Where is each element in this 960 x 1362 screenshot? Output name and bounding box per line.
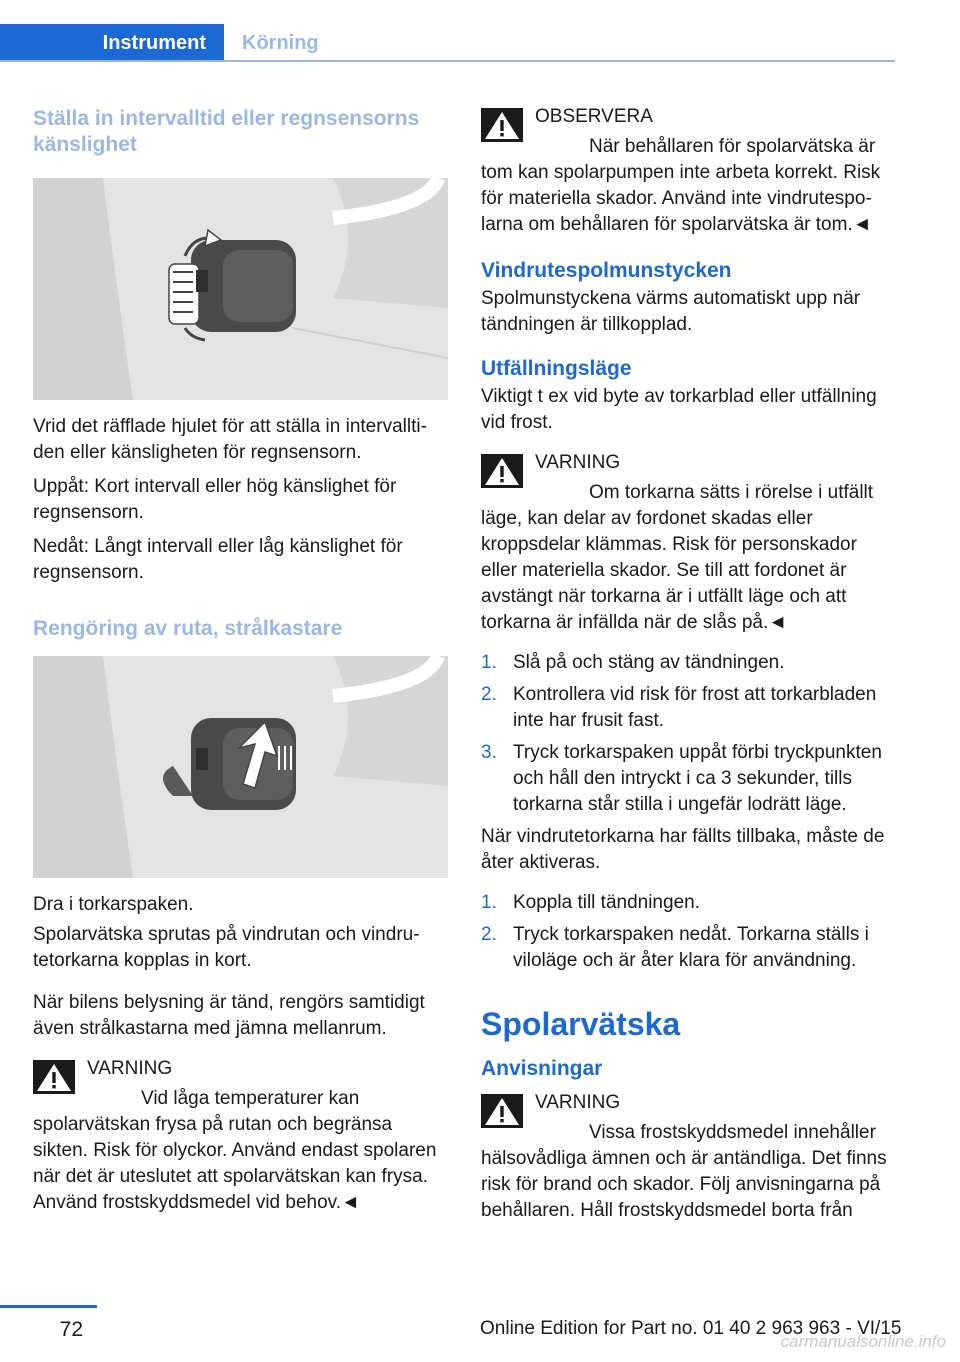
warning-triangle-icon	[481, 108, 523, 142]
paragraph-reactivate: När vindrutetorkarna har fällts tillbaka, måste de åter aktiveras.	[481, 826, 885, 873]
figure-wiper-wheel	[33, 178, 448, 400]
header-rule	[0, 60, 895, 62]
list-item: 3. Tryck torkarspaken uppåt förbi tryckpunkten och håll den intryckt i ca 3 sekunder, tills torkarna står stilla i ungefär lodrätt läge.	[481, 742, 882, 815]
warning-antifreeze	[481, 1090, 897, 1224]
footer-rule	[0, 1305, 97, 1308]
warning-triangle-icon	[33, 1060, 75, 1094]
edition-text: Online Edition for Part no. 01 40 2 963 963 - VI/15	[480, 1318, 902, 1339]
heading-cleaning: Rengöring av ruta, strålkastare	[33, 617, 343, 640]
left-column	[33, 100, 449, 1216]
warning2-title: VARNING	[535, 452, 621, 473]
paragraph-turn-wheel: Vrid det räfflade hjulet för att ställa in intervalltiden eller känsligheten för regnsensorn.	[33, 416, 427, 463]
tab-korning[interactable]: Körning	[242, 31, 319, 54]
paragraph-nozzles: Spolmunstyckena värms automatiskt upp när tändningen är tillkopplad.	[481, 288, 861, 335]
heading-fold-out: Utfällningsläge	[481, 357, 632, 380]
watermark: carmanualsonline.info	[780, 1332, 946, 1351]
warning-freeze	[33, 1056, 449, 1216]
page-header	[0, 0, 960, 62]
wiper-wheel-illustration	[33, 178, 448, 400]
paragraph-down: Nedåt: Långt intervall eller låg känslighet för regnsensorn.	[33, 536, 403, 583]
notice-empty-reservoir	[481, 104, 897, 238]
list-item: 2. Kontrollera vid risk för frost att torkarbladen inte har frusit fast.	[481, 684, 877, 731]
warning-title: VARNING	[87, 1058, 173, 1079]
heading-washer-fluid: Spolarvätska	[481, 1006, 681, 1042]
warning-triangle-icon	[481, 454, 523, 488]
heading-instructions: Anvisningar	[481, 1057, 603, 1080]
warning3-title: VARNING	[535, 1092, 621, 1113]
tab-instrument[interactable]: Instrument	[0, 24, 224, 62]
wiper-pull-illustration	[33, 656, 448, 878]
steps-reactivate	[481, 890, 897, 974]
list-item: 1. Koppla till tändningen.	[481, 892, 700, 913]
steps-fold-out	[481, 650, 897, 818]
heading-interval: Ställa in intervalltid eller regnsensorns känslighet	[33, 107, 420, 156]
heading-nozzles: Vindrutespolmunstycken	[481, 259, 732, 282]
figure-wiper-pull	[33, 656, 448, 878]
list-item: 2. Tryck torkarspaken nedåt. Torkarna ställs i viloläge och är åter klara för användning.	[481, 924, 869, 971]
paragraph-pull-lever: Dra i torkarspaken.	[33, 894, 194, 915]
paragraph-headlights: När bilens belysning är tänd, rengörs samtidigt även strålkastarna med jämna mellanrum.	[33, 992, 425, 1039]
right-column	[481, 104, 897, 1224]
warning-fold-out	[481, 450, 897, 636]
page-number: 72	[59, 1318, 83, 1341]
warning3-text: Vissa frostskyddsmedel innehåller hälsovådliga ämnen och är antändliga. Det finns risk för brand och skador. Följ anvisningarna på behållaren. Håll frostskyddsmedel borta från	[481, 1122, 887, 1221]
notice-title: OBSERVERA	[535, 106, 653, 127]
notice-text: När behållaren för spolarvätska är tom kan spolarpumpen inte arbeta korrekt. Risk för materiella skador. Använd inte vindrutespolarna om behållaren för spolarvätska är tom.◄	[481, 136, 881, 235]
list-item: 1. Slå på och stäng av tändningen.	[481, 652, 785, 673]
paragraph-spray: Spolarvätska sprutas på vindrutan och vindrutetorkarna kopplas in kort.	[33, 924, 420, 971]
warning-text: Vid låga temperaturer kan spolarvätskan frysa på rutan och begränsa sikten. Risk för olyckor. Använd endast spolaren när det är uteslutet att spolarvätskan kan frysa. Använd frostskyddsmedel vid behov.◄	[33, 1088, 437, 1213]
warning-triangle-icon	[481, 1094, 523, 1128]
warning2-text: Om torkarna sätts i rörelse i utfällt läge, kan delar av fordonet skadas eller kroppsdelar klämmas. Risk för personskador eller materiella skador. Se till att fordonet är avstängt när torkarna är i utfällt läge och att torkarna är infällda när de slås på.◄	[481, 482, 874, 633]
paragraph-fold-out: Viktigt t ex vid byte av torkarblad eller utfällning vid frost.	[481, 386, 877, 433]
paragraph-up: Uppåt: Kort intervall eller hög känslighet för regnsensorn.	[33, 476, 397, 523]
